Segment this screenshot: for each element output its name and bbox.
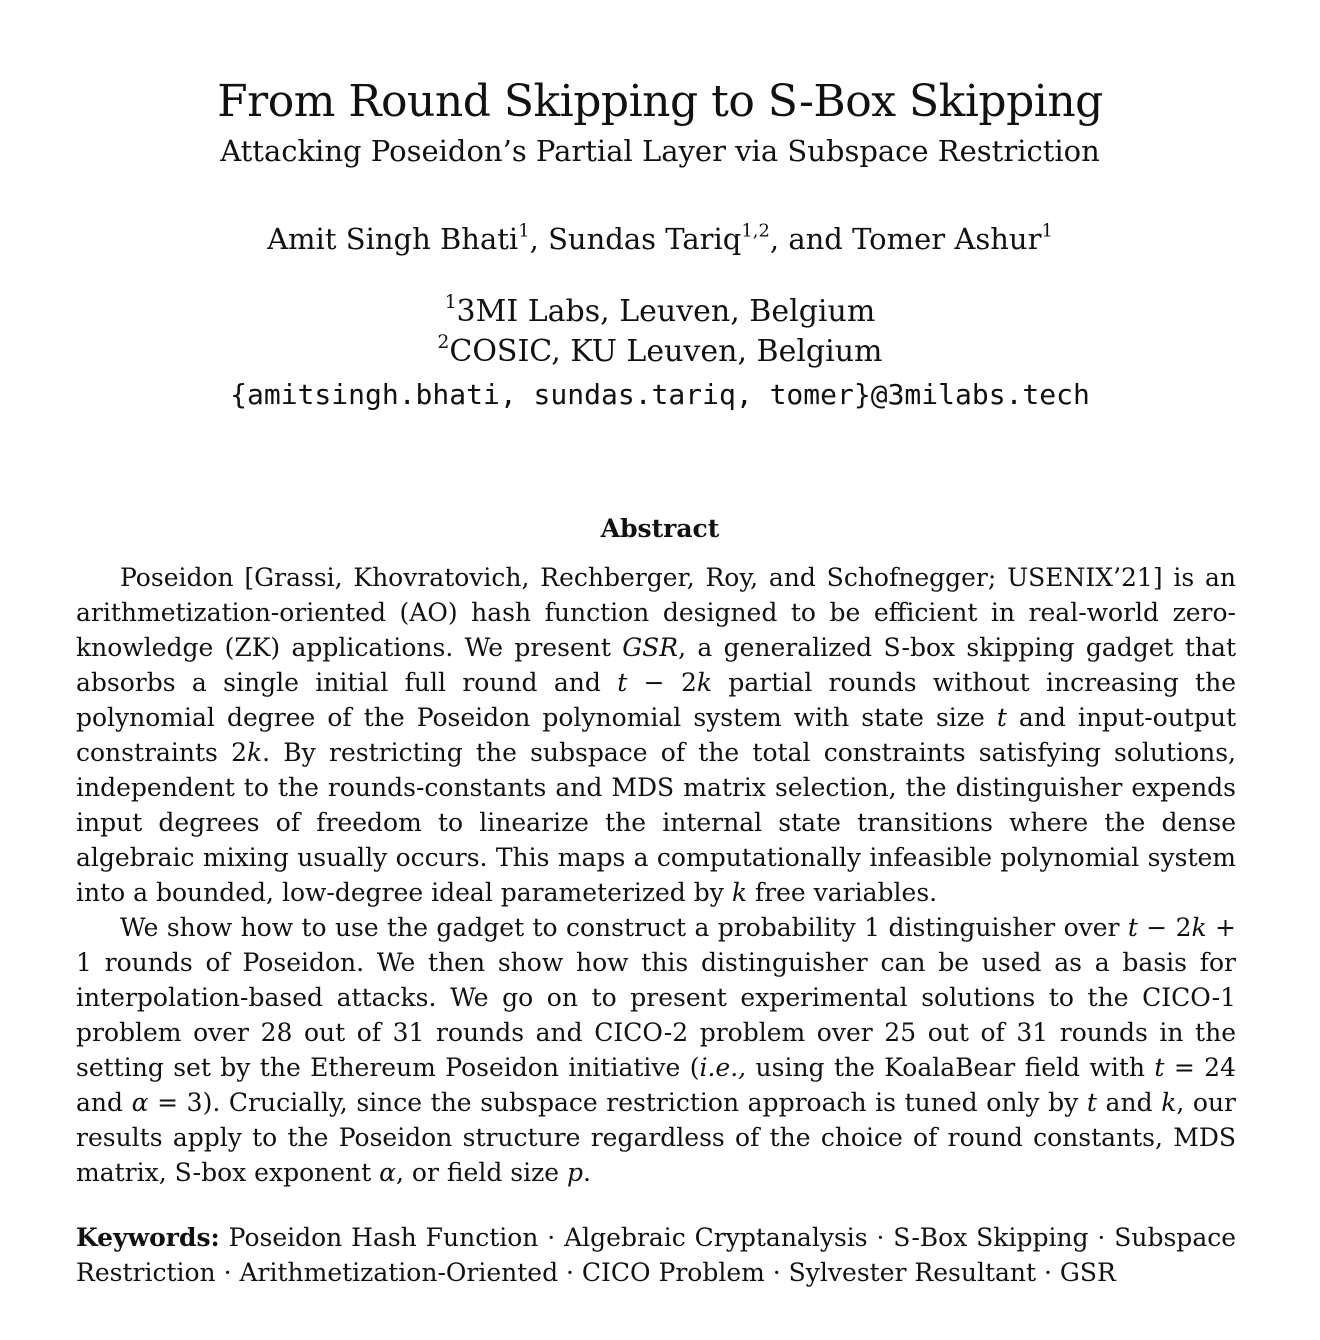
keyword-item: Subspace Restriction: [76, 1223, 1237, 1287]
text-run: , or field size: [396, 1158, 568, 1187]
affiliation-2: [0, 331, 1320, 369]
italic-term: α: [379, 1158, 397, 1187]
italic-term: GSR: [622, 633, 679, 662]
italic-term: t: [1127, 913, 1138, 942]
text-run: , a generalized S-box skipping gadget that absorbs a single initial full round and: [76, 633, 1236, 697]
keyword-item: Arithmetization-Oriented: [239, 1258, 559, 1287]
keyword-item: S-Box Skipping: [893, 1223, 1089, 1252]
text-run: using the KoalaBear field with: [746, 1053, 1155, 1082]
keyword-separator: ·: [558, 1258, 582, 1287]
author-affil-mark: 1: [1041, 220, 1053, 242]
keyword-separator: ·: [1036, 1258, 1060, 1287]
text-run: Poseidon [Grassi, Khovratovich, Rechberger, Roy, and Schofnegger; USENIX’21] is an arithmetization-oriented (AO) hash function designed to be efficient in real-world zero-knowledge (ZK) applications. We present: [76, 563, 1236, 662]
italic-term: t: [617, 668, 628, 697]
italic-term: k: [731, 878, 747, 907]
text-run: , our results apply to the Poseidon structure regardless of the choice of round constants, MDS matrix, S-box exponent: [76, 1088, 1237, 1187]
author-affil-mark: 1: [518, 220, 530, 242]
affil-mark: 2: [437, 331, 450, 353]
italic-term: k: [246, 738, 263, 767]
text-run: = 24 and: [76, 1053, 1236, 1117]
italic-term: t: [1154, 1053, 1165, 1082]
text-run: We show how to use the gadget to construct a probability 1 distinguisher over: [120, 913, 1128, 942]
text-run: . By restricting the subspace of the total constraints satisfying solutions, independent to the rounds-constants and MDS matrix selection, the distinguisher expends input degrees of freedom to linearize the internal state transitions where the dense algebraic mixing usually occurs. This maps a computationally infeasible polynomial system into a bounded, low-degree ideal parameterized by: [76, 738, 1236, 907]
keyword-item: CICO Problem: [581, 1258, 765, 1287]
keywords-block: [76, 1220, 1236, 1290]
text-run: − 2: [1137, 913, 1192, 942]
text-run: free variables.: [746, 878, 938, 907]
keyword-separator: ·: [215, 1258, 240, 1287]
keyword-item: Poseidon Hash Function: [228, 1223, 539, 1252]
paper-title: From Round Skipping to S-Box Skipping: [217, 76, 1103, 127]
affil-text: 3MI Labs, Leuven, Belgium: [456, 294, 876, 329]
italic-term: p: [567, 1158, 584, 1187]
text-run: partial rounds without increasing the polynomial degree of the Poseidon polynomial system with state size: [76, 668, 1236, 732]
keyword-separator: ·: [1088, 1223, 1115, 1252]
affil-text: COSIC, KU Leuven, Belgium: [449, 334, 883, 369]
text-run: − 2: [627, 668, 697, 697]
keyword-item: Sylvester Resultant: [788, 1258, 1037, 1287]
keywords-list: [76, 1223, 1236, 1287]
email-address: {amitsingh.bhati, sundas.tariq, tomer}@3milabs.tech: [230, 378, 1090, 411]
italic-term: k: [696, 668, 713, 697]
abstract-heading: Abstract: [600, 514, 720, 543]
keyword-separator: ·: [538, 1223, 565, 1252]
keyword-item: Algebraic Cryptanalysis: [564, 1223, 868, 1252]
italic-term: i.e.,: [699, 1053, 747, 1082]
affil-mark: 1: [444, 291, 457, 313]
author-separator: ,: [529, 222, 549, 256]
text-run: .: [583, 1158, 591, 1187]
author-name: Tomer Ashur: [852, 222, 1042, 256]
italic-term: α: [131, 1088, 149, 1117]
italic-term: t: [1086, 1088, 1097, 1117]
italic-term: k: [1161, 1088, 1177, 1117]
italic-term: k: [1191, 913, 1207, 942]
italic-term: t: [996, 703, 1007, 732]
text-run: + 1 rounds of Poseidon. We then show how this distinguisher can be used as a basis for interpolation-based attacks. We go on to present experimental solutions to the CICO-1 problem over 28 out of 31 rounds and CICO-2 problem over 25 out of 31 rounds in the setting set by the Ethereum Poseidon initiative (: [76, 913, 1236, 1082]
keywords-label: Keywords:: [76, 1223, 220, 1252]
text-run: = 3). Crucially, since the subspace restriction approach is tuned only by: [148, 1088, 1087, 1117]
affiliation-1: [0, 291, 1320, 329]
author-affil-mark: 1,2: [741, 220, 770, 242]
author-separator: , and: [769, 222, 853, 256]
text-run: and input-output constraints 2: [76, 703, 1236, 767]
author-name: Amit Singh Bhati: [267, 222, 519, 256]
abstract-paragraph-1: [76, 560, 1236, 910]
keyword-item: GSR: [1059, 1258, 1116, 1287]
keyword-separator: ·: [764, 1258, 789, 1287]
paper-subtitle: Attacking Poseidon’s Partial Layer via Subspace Restriction: [220, 134, 1100, 168]
author-line: [0, 222, 1320, 256]
author-name: Sundas Tariq: [548, 222, 742, 256]
text-run: and: [1096, 1088, 1162, 1117]
abstract-paragraph-2: [76, 910, 1236, 1190]
keyword-separator: ·: [867, 1223, 894, 1252]
